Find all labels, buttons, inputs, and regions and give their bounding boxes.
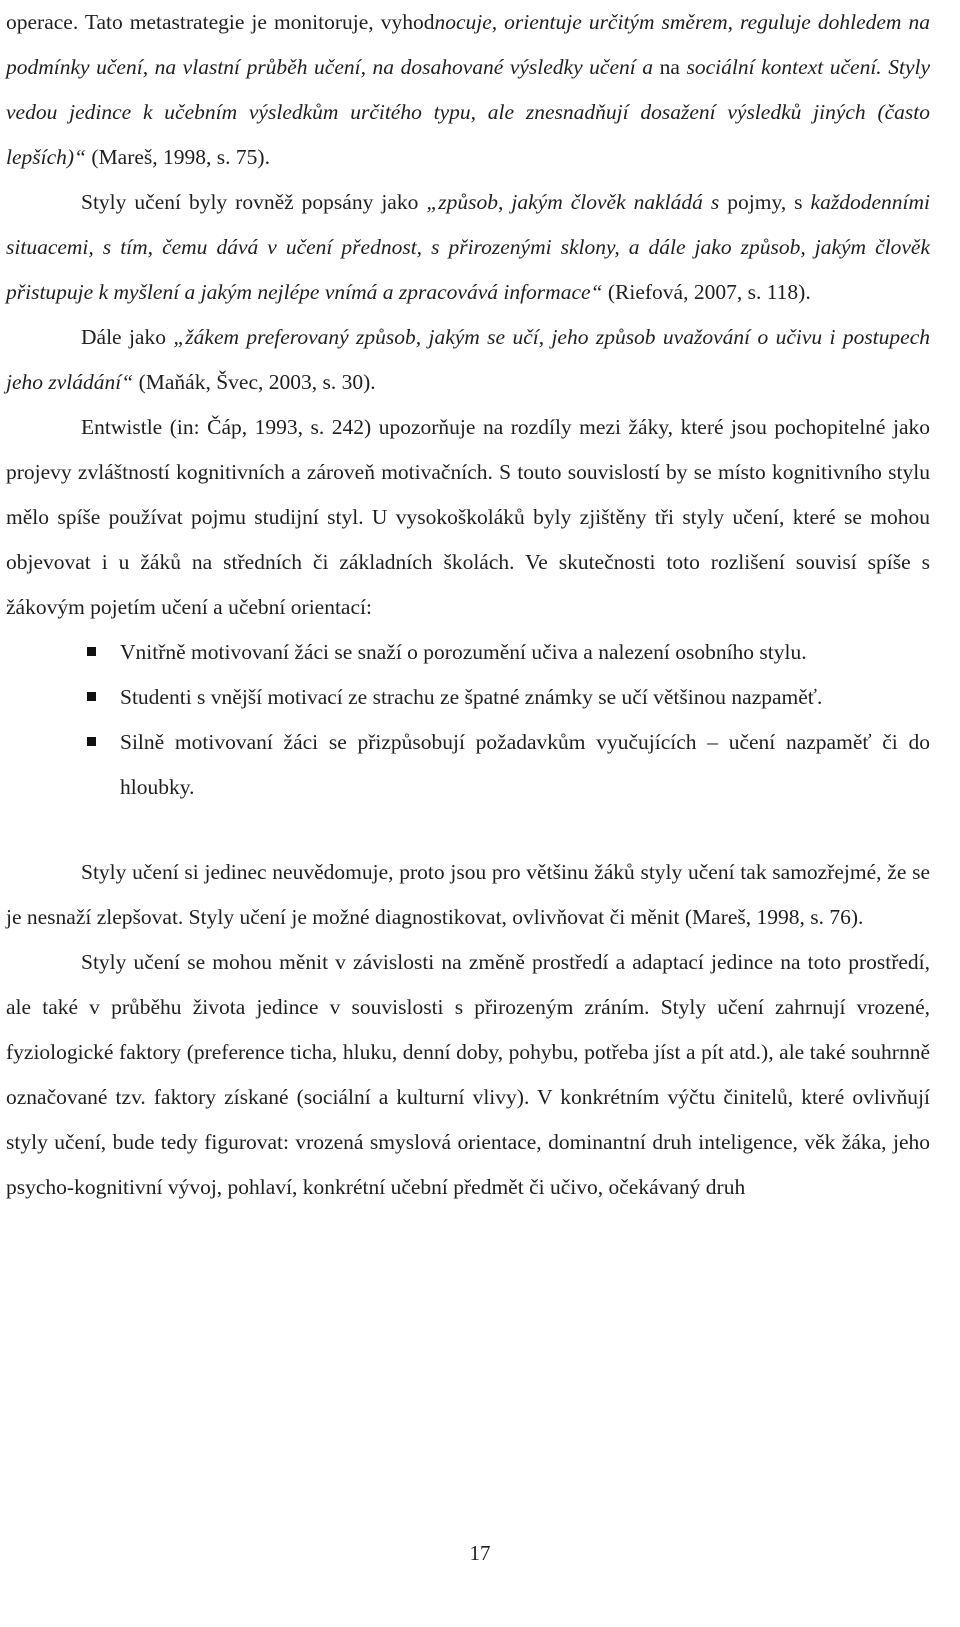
list-item: Silně motivovaní žáci se přizpůsobují požadavkům vyučujících – učení nazpaměť či do hloubky. <box>120 730 930 799</box>
page-number: 17 <box>469 1541 491 1565</box>
list-item: Vnitřně motivovaní žáci se snaží o porozumění učiva a nalezení osobního stylu. <box>120 640 807 664</box>
paragraph-awareness: Styly učení si jedinec neuvědomuje, proto jsou pro většinu žáků styly učení tak samozřejmé, že se je nesnaží zlepšovat. Styly učení je možné diagnostikovat, ovlivňovat či měnit (Mareš, 1998, s. 76). <box>6 860 930 929</box>
paragraph-riefova: Styly učení byly rovněž popsány jako „způsob, jakým člověk nakládá s pojmy, s každodenními situacemi, s tím, čemu dává v učení přednost, s přirozenými sklony, a dále jako způsob, jakým člověk přistupuje k myšlení a jakým nejlépe vnímá a zpracovává informace“ (Riefová, 2007, s. 118). <box>6 190 930 304</box>
list-item: Studenti s vnější motivací ze strachu ze špatné známky se učí většinou nazpaměť. <box>120 685 823 709</box>
learning-styles-list <box>6 630 930 810</box>
paragraph-manak: Dále jako „žákem preferovaný způsob, jakým se učí, jeho způsob uvažování o učivu i postupech jeho zvládání“ (Maňák, Švec, 2003, s. 30). <box>6 325 930 394</box>
paragraph-entwistle: Entwistle (in: Čáp, 1993, s. 242) upozorňuje na rozdíly mezi žáky, které jsou pochopitelné jako projevy zvláštností kognitivních a zároveň motivačních. S touto souvislostí by se místo kognitivního stylu mělo spíše používat pojmu studijní styl. U vysokoškoláků byly zjištěny tři styly učení, které se mohou objevovat i u žáků na středních či základních školách. Ve skutečnosti toto rozlišení souvisí spíše s žákovým pojetím učení a učební orientací: <box>6 415 930 619</box>
paragraph-spacer <box>6 810 930 850</box>
paragraph-factors: Styly učení se mohou měnit v závislosti na změně prostředí a adaptací jedince na toto prostředí, ale také v průběhu života jedince v souvislosti s přirozeným zráním. Styly učení zahrnují vrozené, fyziologické faktory (preference ticha, hluku, denní doby, pohybu, potřeba jíst a pít atd.), ale také souhrnně označované tzv. faktory získané (sociální a kulturní vlivy). V konkrétním výčtu činitelů, které ovlivňují styly učení, bude tedy figurovat: vrozená smyslová orientace, dominantní druh inteligence, věk žáka, jeho psycho-kognitivní vývoj, pohlaví, konkrétní učební předmět či učivo, očekávaný druh <box>6 950 930 1199</box>
paragraph-metastrategy: operace. Tato metastrategie je monitoruje, vyhodnocuje, orientuje určitým směrem, reguluje dohledem na podmínky učení, na vlastní průběh učení, na dosahované výsledky učení a na sociální kontext učení. Styly vedou jedince k učebním výsledkům určitého typu, ale znesnadňují dosažení výsledků jiných (často lepších)“ (Mareš, 1998, s. 75). <box>6 10 931 169</box>
